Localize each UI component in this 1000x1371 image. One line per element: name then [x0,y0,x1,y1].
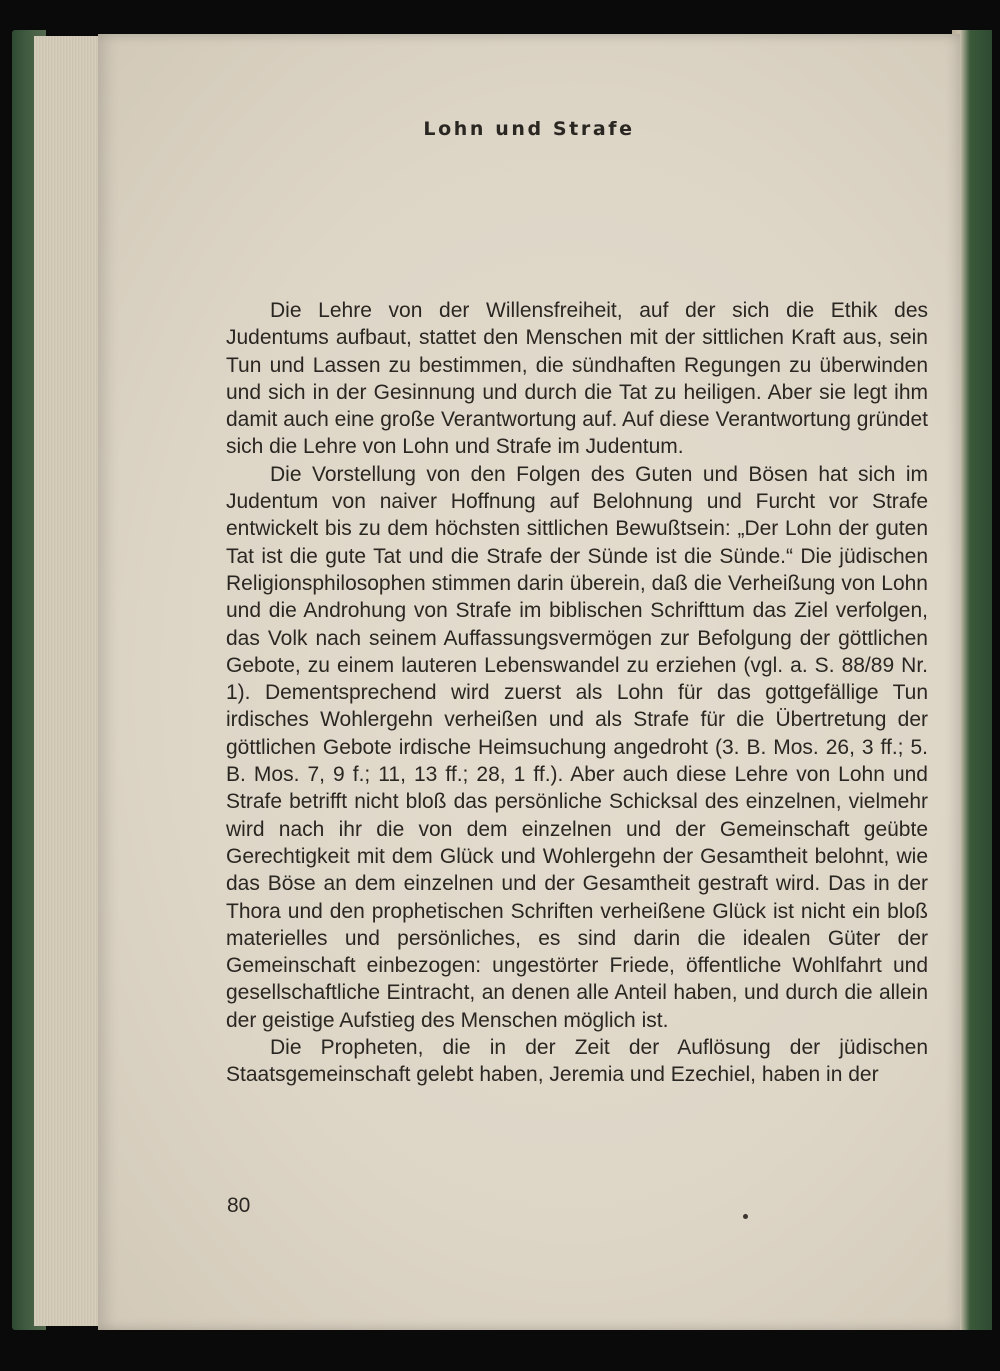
paragraph-3: Die Propheten, die in der Zeit der Auflösung der jüdischen Staatsgemeinschaft gelebt haben, Jeremia und Ezechiel, haben in der [226,1036,928,1087]
paragraph-2: Die Vorstellung von den Folgen des Guten und Bösen hat sich im Judentum von naiver Hoffnung auf Belohnung und Furcht vor Strafe entwickelt bis zu dem höchsten sittlichen Bewußtsein: „Der Lohn der guten Tat ist die gute Tat und die Strafe der Sünde ist die Sünde.“ Die jüdischen Religionsphilosophen stimmen darin überein, daß die Verheißung von Lohn und die Androhung von Strafe im biblischen Schrifttum das Ziel verfolgen, das Volk nach seinem Auffassungsvermögen zur Befolgung der göttlichen Gebote, zu einem lauteren Lebenswandel zu erziehen (vgl. a. S. 88/89 Nr. 1). Dementsprechend wird zuerst als Lohn für das gottgefällige Tun irdisches Wohlergehn verheißen und als Strafe für die Übertretung der göttlichen Gebote irdische Heimsuchung angedroht (3. B. Mos. 26, 3 ff.; 5. B. Mos. 7, 9 f.; 11, 13 ff.; 28, 1 ff.). Aber auch diese Lehre von Lohn und Strafe betrifft nicht bloß das persönliche Schicksal des einzelnen, vielmehr wird nach ihr die von dem einzelnen und der Gemeinschaft geübte Gerechtigkeit mit dem Glück und Wohlergehn der Gesamtheit belohnt, wie das Böse an dem einzelnen und der Gesamtheit gestraft wird. Das in der Thora und den prophetischen Schriften verheißene Glück ist nicht ein bloß materielles und persönliches, es sind darin die idealen Güter der Gemeinschaft einbezogen: ungestörter Friede, öffentliche Wohlfahrt und gesellschaftliche Eintracht, an denen alle Anteil haben, und durch die allein der geistige Aufstieg des Menschen möglich ist. [226,462,928,1032]
page-body [226,297,928,1089]
page-stack-edge [34,36,100,1326]
page-number: 80 [227,1194,251,1217]
page-title: Lohn und Strafe [423,118,635,140]
book-page [98,34,960,1330]
printer-mark [743,1214,748,1219]
paragraph-1: Die Lehre von der Willensfreiheit, auf der sich die Ethik des Judentums aufbaut, stattet den Menschen mit der sittlichen Kraft aus, sein Tun und Lassen zu bestimmen, die sündhaften Regungen zu überwinden und sich in der Gesinnung und durch die Tat zu heiligen. Aber sie legt ihm damit auch eine große Verantwortung auf. Auf diese Verantwortung gründet sich die Lehre von Lohn und Strafe im Judentum. [226,299,928,459]
